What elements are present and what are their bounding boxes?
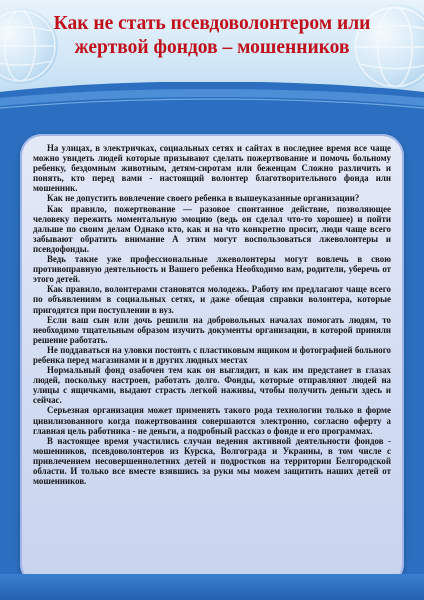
paragraph: На улицах, в электричках, социальных сетях и сайтах в последнее время все чаще можно увидеть людей которые призывают сделать пожертвование и помочь больному ребенку, бездомным животным, детям-сиротам или беженцам Сложно различить и понять, кто перед вами - настоящий волонтер благотворительного фонда или мошенник. [33, 143, 391, 194]
paragraph: Как не допустить вовлечение своего ребенка в вышеуказанные организации? [47, 193, 360, 204]
page-title: Как не стать псевдоволонтером или жертвой фондов – мошенников [53, 13, 371, 58]
paragraph: Ведь такие уже профессиональные лжеволонтеры могут вовлечь в свою противоправную деятельность и Вашего ребенка Необходимо вам, родители, уберечь от этого детей. [33, 254, 391, 285]
footer-band [0, 574, 424, 600]
paragraph: Как правило, пожертвование — разовое спонтанное действие, позволяющее человеку пережить моментальную эмоцию (ведь он сделал что-то хорошее) и пойти дальше по своим делам Однако кто, как и на что конкретно просит, люди чаще всего забывают обратить внимание А этим могут воспользоваться лжеволонтеры и псевдофонды. [33, 203, 391, 254]
article-body [20, 134, 404, 492]
paragraph: В настоящее время участились случаи ведения активной деятельности фондов - мошенников, псевдоволонтеров из Курска, Волгограда и Украины, в том числе с привлечением несовершеннолетних детей и подростков на территории Белгородской области. И только все вместе взявшись за руки мы можем защитить наших детей от мошенников. [33, 435, 391, 487]
paragraph: Нормальный фонд озабочен тем как он выглядит, и как им предстанет в глазах людей, поскольку настроен, работать долго. Фонды, которые отправляют людей на улицы с ящичками, выдают страсть легкой наживы, чтобы получить деньги здесь и сейчас. [33, 365, 391, 406]
paragraph: Как правило, волонтерами становятся молодежь. Работу им предлагают чаще всего по объявлениям в социальных сетях, и даже обещая справки волонтера, которые пригодятся при поступлении в вуз. [33, 284, 391, 315]
paragraph: Не поддаваться на уловки постоять с пластиковым ящиком и фотографией больного ребенка перед магазинами и в других людных местах [33, 344, 391, 365]
paragraph: Если ваш сын или дочь решили на добровольных началах помогать людям, то необходимо тщательным образом изучить документы организации, в которой приняли решение работать. [33, 314, 391, 345]
content-panel [20, 134, 404, 586]
paragraph: Серьезная организация может применять такого рода технологии только в форме цивилизованного когда пожертвования совершаются электронно, согласно оферту а главная цель работника - не деньги, а подробный рассказ о фонде и его программах. [33, 405, 391, 436]
